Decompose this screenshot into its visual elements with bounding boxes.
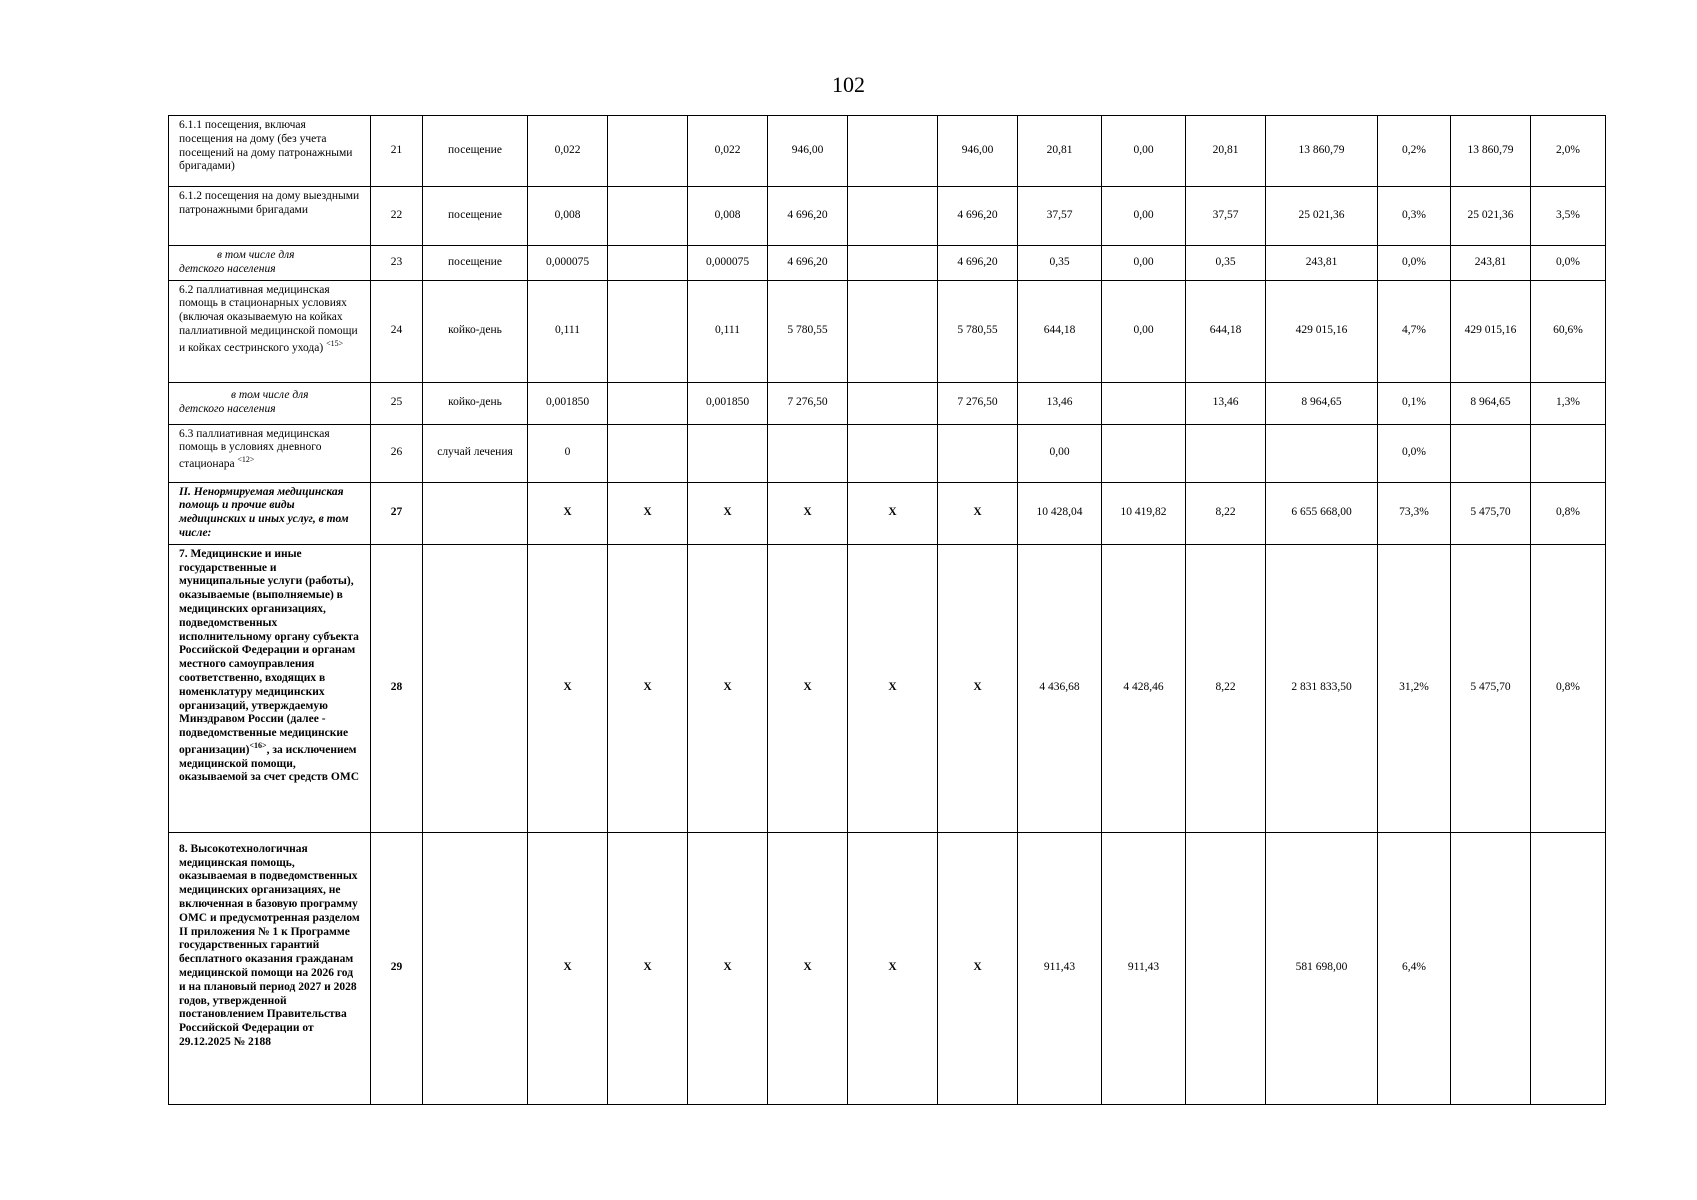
cell-col10: 10 428,04: [1018, 482, 1102, 544]
cell-col13: 25 021,36: [1266, 187, 1378, 246]
cell-col9: 7 276,50: [938, 382, 1018, 424]
data-table: [168, 115, 1606, 1105]
table-row: [169, 544, 1606, 832]
row-name-line1: в том числе для: [231, 389, 309, 402]
cell-col7: 4 696,20: [768, 187, 848, 246]
table-row: [169, 246, 1606, 281]
row-unit: посещение: [423, 187, 528, 246]
cell-col14: 73,3%: [1378, 482, 1451, 544]
cell-col8: [848, 187, 938, 246]
cell-col11: [1102, 424, 1186, 482]
row-unit: [423, 832, 528, 1104]
cell-col15: 5 475,70: [1451, 482, 1531, 544]
cell-col14: 0,2%: [1378, 116, 1451, 187]
cell-col4: X: [528, 544, 608, 832]
cell-col8: X: [848, 544, 938, 832]
cell-col10: 644,18: [1018, 280, 1102, 382]
cell-col14: 0,3%: [1378, 187, 1451, 246]
cell-col12: 8,22: [1186, 544, 1266, 832]
cell-col14: 0,1%: [1378, 382, 1451, 424]
row-name-line1: в том числе для: [217, 249, 295, 261]
cell-col9: X: [938, 482, 1018, 544]
cell-col14: 6,4%: [1378, 832, 1451, 1104]
row-unit: [423, 482, 528, 544]
cell-col13: [1266, 424, 1378, 482]
footnote-ref: <12>: [237, 455, 255, 465]
cell-col5: [608, 246, 688, 281]
row-number: 23: [371, 246, 423, 281]
cell-col8: X: [848, 832, 938, 1104]
cell-col10: 13,46: [1018, 382, 1102, 424]
cell-col13: 429 015,16: [1266, 280, 1378, 382]
row-unit: посещение: [423, 116, 528, 187]
row-number: 27: [371, 482, 423, 544]
row-name-line2: детского населения: [179, 262, 276, 275]
cell-col15: 5 475,70: [1451, 544, 1531, 832]
cell-col9: 4 696,20: [938, 246, 1018, 281]
cell-col11: 911,43: [1102, 832, 1186, 1104]
cell-col16: 3,5%: [1531, 187, 1606, 246]
row-name-text: 7. Медицинские и иные государственные и муниципальные услуги (работы), оказываемые (выполняемые) в медицинских организациях, подведомственных исполнительному органу субъекта Российской Федерации и органам местного самоуправления соответственно, входящих в номенклатуру медицинских организаций, утверждаемую Минздравом России (далее - подведомственные медицинские организации): [179, 547, 359, 756]
cell-col15: 429 015,16: [1451, 280, 1531, 382]
cell-col16: 0,8%: [1531, 482, 1606, 544]
cell-col6: X: [688, 544, 768, 832]
row-unit: посещение: [423, 246, 528, 281]
cell-col8: [848, 424, 938, 482]
row-number: 21: [371, 116, 423, 187]
row-number: 29: [371, 832, 423, 1104]
row-name: [169, 246, 371, 281]
table-row: [169, 116, 1606, 187]
row-number: 25: [371, 382, 423, 424]
cell-col5: [608, 187, 688, 246]
row-name-text: 6.3 паллиативная медицинская помощь в условиях дневного стационара: [179, 427, 330, 471]
table-row: [169, 187, 1606, 246]
cell-col16: [1531, 832, 1606, 1104]
cell-col4: 0,111: [528, 280, 608, 382]
row-name: 6.1.2 посещения на дому выездными патронажными бригадами: [169, 187, 371, 246]
cell-col13: 6 655 668,00: [1266, 482, 1378, 544]
cell-col8: [848, 246, 938, 281]
cell-col15: [1451, 424, 1531, 482]
cell-col15: 8 964,65: [1451, 382, 1531, 424]
cell-col4: 0: [528, 424, 608, 482]
cell-col4: 0,000075: [528, 246, 608, 281]
cell-col7: [768, 424, 848, 482]
cell-col11: [1102, 382, 1186, 424]
cell-col6: 0,001850: [688, 382, 768, 424]
cell-col12: 8,22: [1186, 482, 1266, 544]
cell-col12: [1186, 832, 1266, 1104]
cell-col9: [938, 424, 1018, 482]
cell-col8: X: [848, 482, 938, 544]
row-name-line2: детского населения: [179, 403, 276, 416]
cell-col7: 946,00: [768, 116, 848, 187]
cell-col13: 8 964,65: [1266, 382, 1378, 424]
cell-col9: X: [938, 544, 1018, 832]
footnote-ref: <15>: [326, 338, 344, 348]
table-row: [169, 832, 1606, 1104]
cell-col14: 0,0%: [1378, 424, 1451, 482]
cell-col5: [608, 382, 688, 424]
cell-col8: [848, 280, 938, 382]
cell-col6: X: [688, 482, 768, 544]
cell-col5: X: [608, 832, 688, 1104]
table-row: [169, 382, 1606, 424]
row-name-text: 6.2 паллиативная медицинская помощь в стационарных условиях (включая оказываемую на койках паллиативной медицинской помощи и койках сестринского ухода): [179, 283, 358, 354]
cell-col5: X: [608, 544, 688, 832]
cell-col4: 0,008: [528, 187, 608, 246]
cell-col8: [848, 382, 938, 424]
row-unit: койко-день: [423, 280, 528, 382]
cell-col7: X: [768, 482, 848, 544]
cell-col10: 20,81: [1018, 116, 1102, 187]
cell-col10: 4 436,68: [1018, 544, 1102, 832]
cell-col4: X: [528, 832, 608, 1104]
row-number: 24: [371, 280, 423, 382]
cell-col16: 0,8%: [1531, 544, 1606, 832]
cell-col16: 1,3%: [1531, 382, 1606, 424]
cell-col13: 2 831 833,50: [1266, 544, 1378, 832]
cell-col9: 946,00: [938, 116, 1018, 187]
cell-col5: [608, 424, 688, 482]
cell-col12: [1186, 424, 1266, 482]
cell-col8: [848, 116, 938, 187]
cell-col12: 20,81: [1186, 116, 1266, 187]
cell-col12: 644,18: [1186, 280, 1266, 382]
table-row: [169, 482, 1606, 544]
cell-col15: 25 021,36: [1451, 187, 1531, 246]
cell-col16: 60,6%: [1531, 280, 1606, 382]
cell-col7: 5 780,55: [768, 280, 848, 382]
cell-col14: 4,7%: [1378, 280, 1451, 382]
cell-col7: X: [768, 544, 848, 832]
cell-col15: [1451, 832, 1531, 1104]
cell-col12: 0,35: [1186, 246, 1266, 281]
table-row: [169, 280, 1606, 382]
page-number: 102: [832, 72, 865, 97]
row-unit: [423, 544, 528, 832]
cell-col11: 0,00: [1102, 187, 1186, 246]
cell-col4: 0,001850: [528, 382, 608, 424]
cell-col13: 581 698,00: [1266, 832, 1378, 1104]
cell-col13: 13 860,79: [1266, 116, 1378, 187]
cell-col15: 243,81: [1451, 246, 1531, 281]
cell-col9: 5 780,55: [938, 280, 1018, 382]
cell-col5: [608, 116, 688, 187]
cell-col10: 0,35: [1018, 246, 1102, 281]
row-name: [169, 280, 371, 382]
row-name-text-cont: , за исключением медицинской помощи, оказываемой за счет средств ОМС: [179, 743, 359, 784]
cell-col9: X: [938, 832, 1018, 1104]
row-name: II. Ненормируемая медицинская помощь и прочие виды медицинских и иных услуг, в том числе:: [169, 482, 371, 544]
cell-col7: 4 696,20: [768, 246, 848, 281]
cell-col11: 0,00: [1102, 246, 1186, 281]
cell-col10: 911,43: [1018, 832, 1102, 1104]
cell-col12: 37,57: [1186, 187, 1266, 246]
cell-col10: 37,57: [1018, 187, 1102, 246]
cell-col16: 2,0%: [1531, 116, 1606, 187]
cell-col16: [1531, 424, 1606, 482]
cell-col14: 31,2%: [1378, 544, 1451, 832]
footnote-ref: <16>: [249, 740, 267, 750]
cell-col5: X: [608, 482, 688, 544]
cell-col11: 4 428,46: [1102, 544, 1186, 832]
row-number: 22: [371, 187, 423, 246]
cell-col16: 0,0%: [1531, 246, 1606, 281]
row-name: 8. Высокотехнологичная медицинская помощь, оказываемая в подведомственных медицинских организациях, не включенная в базовую программу ОМС и предусмотренная разделом II приложения № 1 к Программе государственных гарантий бесплатного оказания гражданам медицинской помощи на 2026 год и на плановый период 2027 и 2028 годов, утвержденной постановлением Правительства Российской Федерации от 29.12.2025 № 2188: [169, 832, 371, 1104]
cell-col5: [608, 280, 688, 382]
row-name: [169, 382, 371, 424]
cell-col9: 4 696,20: [938, 187, 1018, 246]
row-unit: случай лечения: [423, 424, 528, 482]
cell-col4: X: [528, 482, 608, 544]
cell-col7: 7 276,50: [768, 382, 848, 424]
cell-col11: 0,00: [1102, 280, 1186, 382]
cell-col4: 0,022: [528, 116, 608, 187]
table-row: [169, 424, 1606, 482]
cell-col10: 0,00: [1018, 424, 1102, 482]
row-number: 28: [371, 544, 423, 832]
cell-col7: X: [768, 832, 848, 1104]
cell-col6: [688, 424, 768, 482]
cell-col12: 13,46: [1186, 382, 1266, 424]
row-number: 26: [371, 424, 423, 482]
cell-col11: 0,00: [1102, 116, 1186, 187]
row-name: 6.1.1 посещения, включая посещения на дому (без учета посещений на дому патронажными бригадами): [169, 116, 371, 187]
row-unit: койко-день: [423, 382, 528, 424]
cell-col6: 0,111: [688, 280, 768, 382]
cell-col6: X: [688, 832, 768, 1104]
cell-col13: 243,81: [1266, 246, 1378, 281]
row-name: [169, 424, 371, 482]
cell-col6: 0,022: [688, 116, 768, 187]
cell-col6: 0,000075: [688, 246, 768, 281]
cell-col15: 13 860,79: [1451, 116, 1531, 187]
cell-col11: 10 419,82: [1102, 482, 1186, 544]
cell-col6: 0,008: [688, 187, 768, 246]
row-name: [169, 544, 371, 832]
cell-col14: 0,0%: [1378, 246, 1451, 281]
